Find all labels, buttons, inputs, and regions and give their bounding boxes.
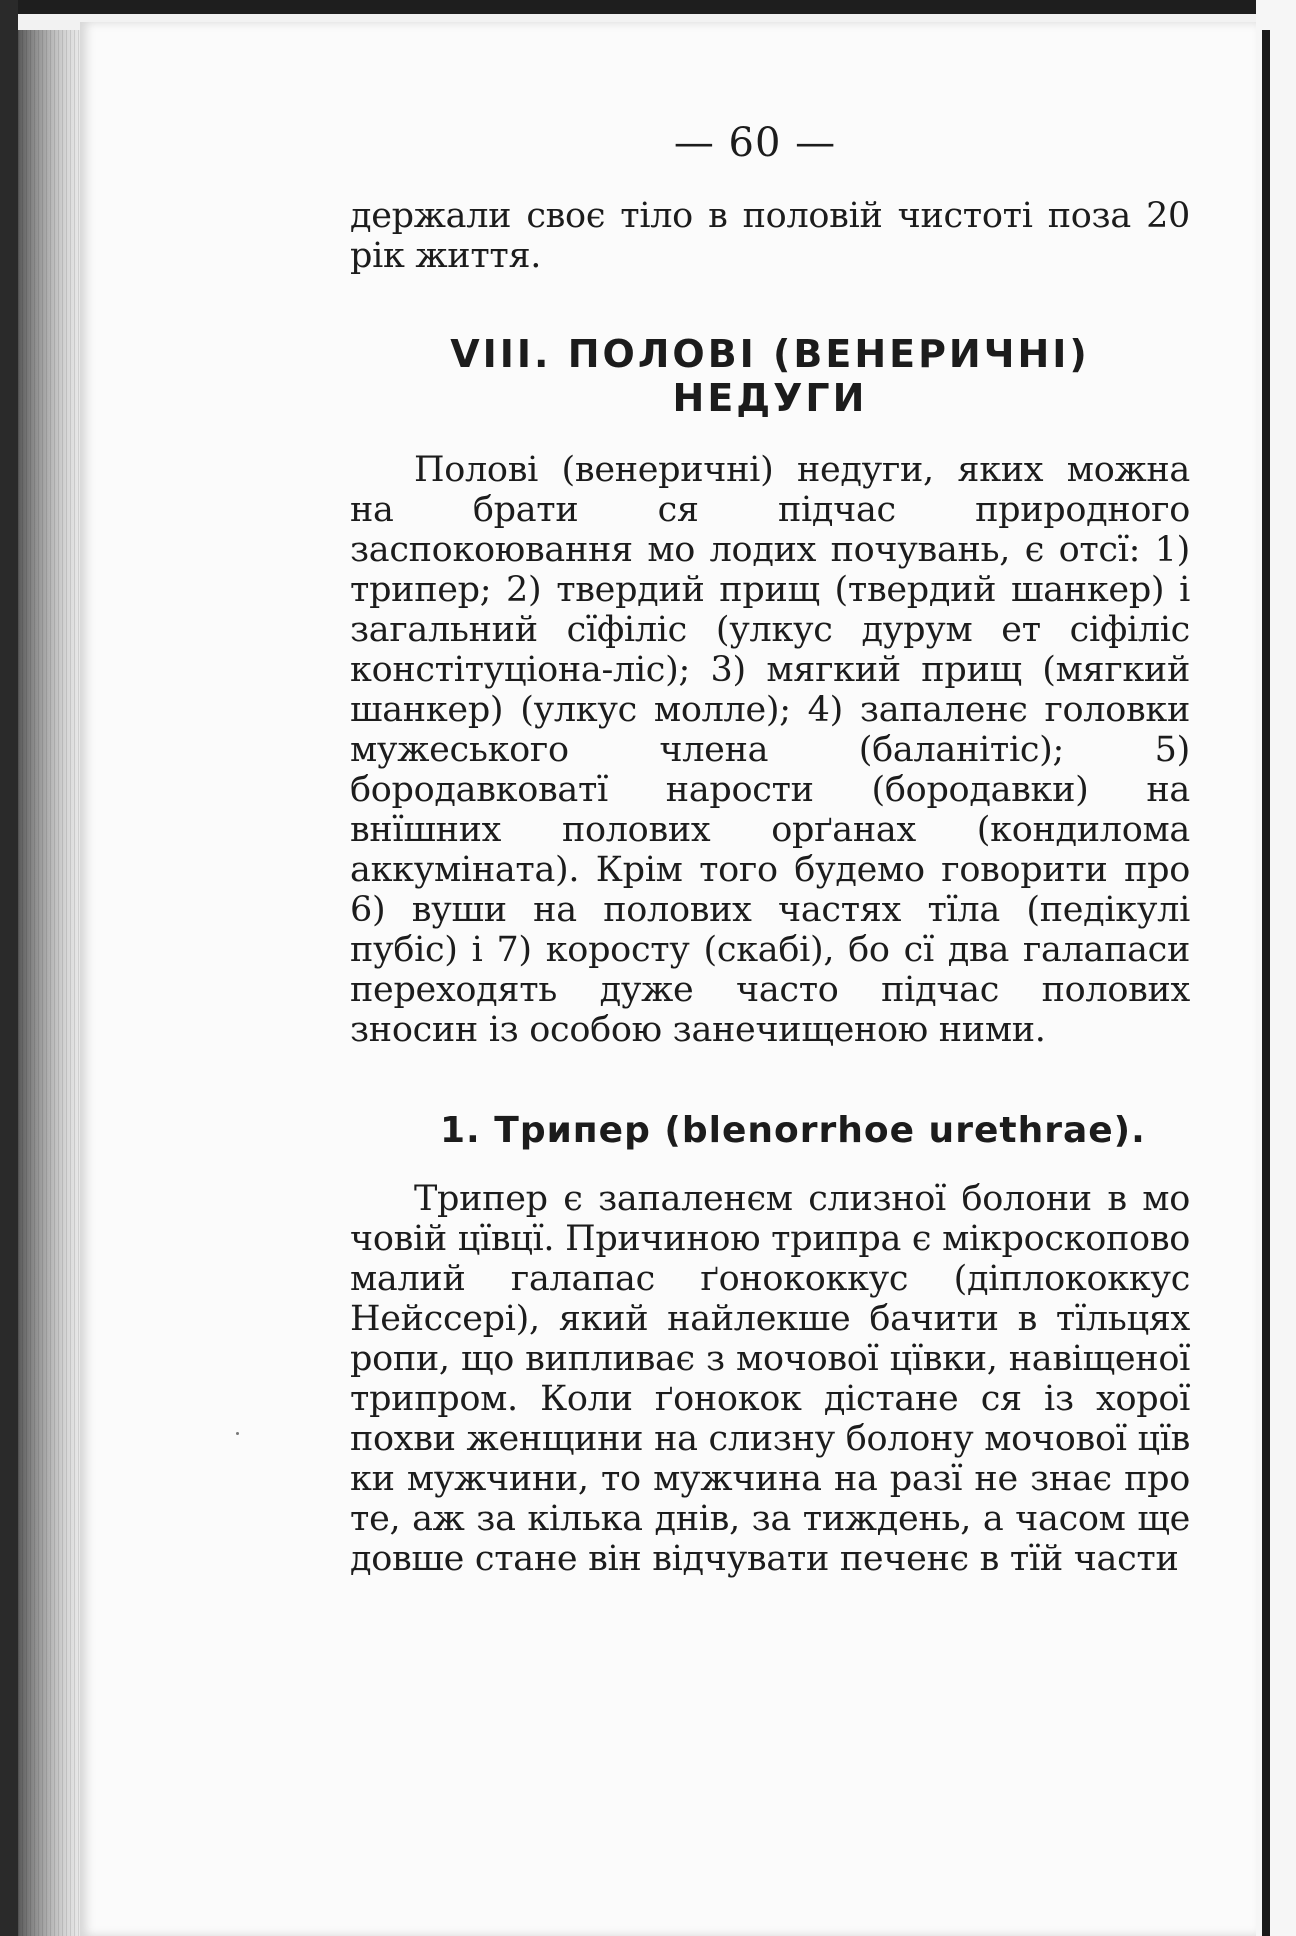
book-spine-shadow — [0, 0, 18, 1936]
intro-paragraph: держали своє тіло в половій чистоті поза 20 рік життя. — [350, 196, 1190, 276]
subsection-heading: 1. Трипер (blenorrhoe urethrae). — [440, 1110, 1146, 1151]
subsection-paragraph: Трипер є запаленєм слизної болони в мо човій цївцї. Причиною трипра є мікроскопово малий галапас ґонококкус (діплококкус Нейссері), який найлекше бачити в тїльцях ропи, що випливає з мочової цївки, навіщеної трипром. Коли ґонокок дістане ся із хорої похви женщини на слизну болону мочової цїв ки мужчини, то мужчина на разї не знає про те, аж за кілька днів, за тиждень, а часом ще довше стане він відчувати печенє в тїй части — [350, 1179, 1190, 1579]
page-edges — [18, 30, 80, 1936]
page-content — [350, 120, 1190, 1579]
page-number: — 60 — — [673, 120, 837, 166]
scanner-border — [0, 0, 1296, 14]
scan-speck — [236, 1432, 239, 1435]
section-heading: VIII. ПОЛОВІ (ВЕНЕРИЧНІ) НЕДУГИ — [450, 332, 1090, 420]
section-paragraph: Полові (венеричні) недуги, яких можна на брати ся підчас природного заспокоювання мо лодих почувань, є отсї: 1) трипер; 2) твердий прищ (твердий шанкер) і загальний сїфіліс (улкус дурум ет сіфіліс констітуціона-ліс); 3) мягкий прищ (мягкий шанкер) (улкус молле); 4) запаленє головки мужеського члена (баланітіс); 5) бородавковатї нарости (бородавки) на внїшних полових орґанах (кондилома аккуміната). Крім того будемо говорити про 6) вуши на полових частях тїла (педікулі пубіс) і 7) коросту (скабі), бо сї два галапаси переходять дуже часто підчас полових зносин із особою занечищеною ними. — [350, 450, 1190, 1050]
next-page-edge — [1256, 0, 1296, 1936]
